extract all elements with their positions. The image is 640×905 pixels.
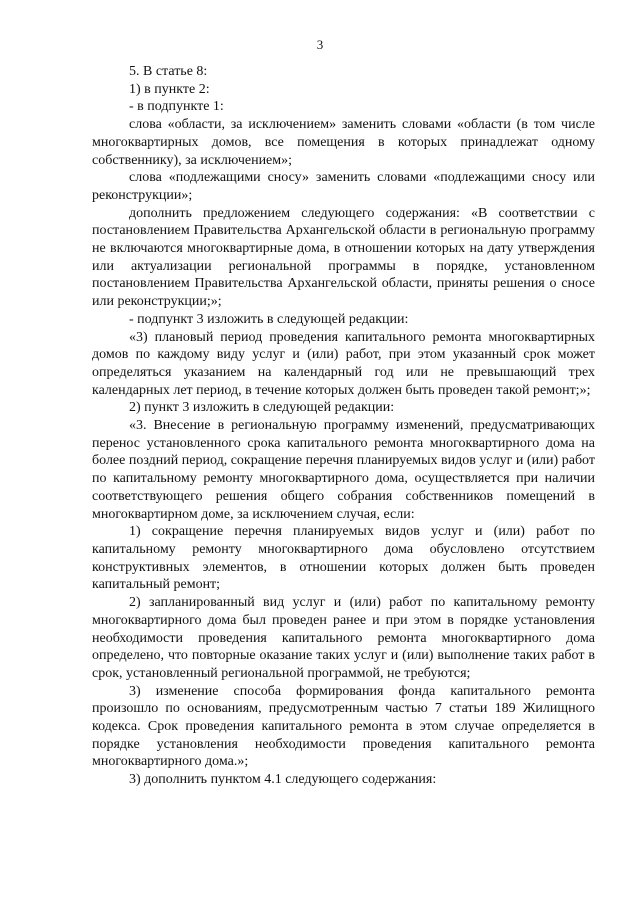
paragraph-item-3: 3) изменение способа формирования фонда капитального ремонта произошло по основаниям, предусмотренным частью 7 статьи 189 Жилищного кодекса. Срок проведения капитального ремонта в этом случае определяется в порядке установления необходимости проведения капитального ремонта многоквартирного дома.»;	[92, 683, 595, 770]
paragraph-words-oblasti: слова «области, за исключением» заменить словами «области (в том числе многоквартирных домов, все помещения в которых принадлежат одному собственнику), за исключением»;	[92, 117, 595, 168]
paragraph-point-3-text: «3. Внесение в региональную программу изменений, предусматривающих перенос установленного срока капитального ремонта многоквартирного дома на более поздний период, сокращение перечня планируемых видов услуг и (или) работ по капитальному ремонту многоквартирного дома, осуществляется при наличии соответствующего решения общего собрания собственников помещений в многоквартирном доме, за исключением случая, если:	[92, 418, 595, 522]
paragraph-point-3-add: 3) дополнить пунктом 4.1 следующего содержания:	[129, 772, 437, 788]
paragraph-point-2: 2) пункт 3 изложить в следующей редакции:	[129, 400, 395, 416]
paragraph-subpoint-1: - в подпункте 1:	[129, 99, 224, 115]
page-number: 3	[316, 37, 324, 52]
paragraph-add-sentence: дополнить предложением следующего содержания: «В соответствии с постановлением Правительства Архангельской области в региональную программу не включаются многоквартирные дома, в отношении которых на дату утверждения или актуализации региональной программы в порядке, установленном постановлением Правительства Архангельской области, приняты решения о сносе или реконструкции;»;	[92, 205, 595, 310]
paragraph-item-2: 2) запланированный вид услуг и (или) работ по капитальному ремонту многоквартирного дома был проведен ранее и при этом в порядке установления необходимости проведения капитального ремонта многоквартирного дома определено, что повторные оказание таких услуг и (или) выполнение таких работ в срок, установленный региональной программой, не требуются;	[92, 595, 595, 681]
document-body	[92, 63, 595, 789]
paragraph-subpoint-3-text: «3) плановый период проведения капитального ремонта многоквартирных домов по каждому виду услуг и (или) работ, при этом указанный срок может определяться указанием на календарный год или не превышающий трех календарных лет период, в течение которых должен быть проведен такой ремонт;»;	[92, 329, 595, 398]
paragraph-item-1: 1) сокращение перечня планируемых видов услуг и (или) работ по капитальному ремонту многоквартирного дома обусловлено отсутствием конструктивных элементов, в отношении которых должен быть проведен капитальный ремонт;	[92, 524, 595, 593]
paragraph-words-snos: слова «подлежащими сносу» заменить словами «подлежащими сносу или реконструкции»;	[92, 170, 595, 203]
paragraph-article-8-heading: 5. В статье 8:	[129, 64, 208, 79]
paragraph-subpoint-3-intro: - подпункт 3 изложить в следующей редакции:	[129, 311, 409, 327]
paragraph-point-1: 1) в пункте 2:	[129, 81, 210, 97]
